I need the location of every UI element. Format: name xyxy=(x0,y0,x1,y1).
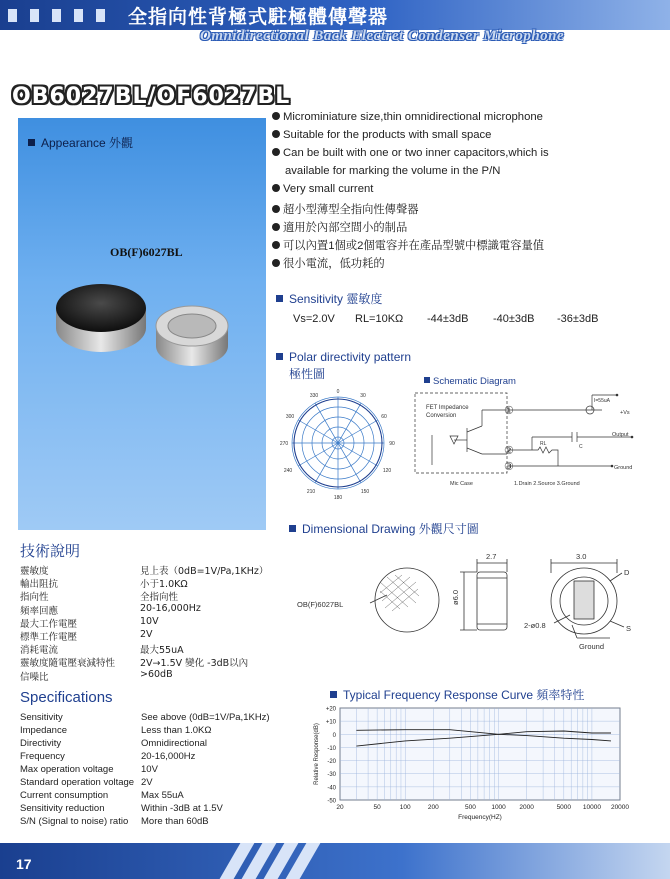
tech-spec-key: 頻率回應 xyxy=(20,605,59,617)
x-tick-label: 20000 xyxy=(610,804,630,811)
y-tick-label: -40 xyxy=(327,785,336,792)
feature-item: 可以內置1個或2個電容并在產品型號中標識電容量值 xyxy=(272,237,544,253)
feature-item: Can be built with one or two inner capacitors,which is xyxy=(272,147,549,159)
header-decor-block xyxy=(30,9,39,22)
tech-spec-value: 最大55uA xyxy=(140,645,184,657)
header-decor-block xyxy=(74,9,83,22)
mic-side-view xyxy=(477,572,507,630)
specification-key: S/N (Signal to noise) ratio xyxy=(20,816,129,827)
bullet-dot-icon xyxy=(272,241,280,249)
appearance-label xyxy=(28,134,133,151)
pin-number: ① xyxy=(504,405,514,417)
tech-spec-key: 消耗電流 xyxy=(20,645,59,657)
specifications-title: Specifications xyxy=(20,689,113,706)
polar-angle-label: 330 xyxy=(309,393,319,399)
sensitivity-vs: Vs=2.0V xyxy=(293,313,335,325)
tech-spec-value: 見上表（0dB=1V/Pa,1KHz） xyxy=(140,566,269,577)
dim-lead-label: 2-ø0.8 xyxy=(524,621,546,630)
polar-angle-label: 90 xyxy=(389,441,395,447)
x-tick-label: 2000 xyxy=(519,804,534,811)
frequency-chart-title: Typical Frequency Response Curve 頻率特性 xyxy=(330,686,584,703)
schematic-title: Schematic Diagram xyxy=(424,376,516,387)
bullet-square-icon xyxy=(424,377,430,383)
load-resistor xyxy=(532,447,558,466)
bullet-square-icon xyxy=(289,525,296,532)
chart-plot-area xyxy=(340,708,620,800)
specification-value: 2V xyxy=(141,777,153,788)
x-tick-label: 200 xyxy=(427,804,439,811)
page-number: 17 xyxy=(16,856,32,872)
feature-item: Microminiature size,thin omnidirectional microphone xyxy=(272,111,543,123)
bullet-dot-icon xyxy=(272,205,280,213)
polar-angle-label: 30 xyxy=(360,393,366,399)
feature-item: 很小電流，低功耗的 xyxy=(272,255,385,271)
specification-value: More than 60dB xyxy=(141,816,209,827)
dim-height-label: 2.7 xyxy=(486,552,497,561)
frequency-response-chart xyxy=(310,700,650,828)
tech-spec-key: 輸出阻抗 xyxy=(20,579,59,591)
model-number-title: OB6027BL/OF6027BL xyxy=(12,84,291,109)
capacitor-label: C xyxy=(579,444,583,450)
tech-spec-value: >60dB xyxy=(140,668,173,680)
output-label: Output xyxy=(612,432,629,438)
tech-spec-key: 信噪比 xyxy=(20,671,49,683)
x-tick-label: 1000 xyxy=(491,804,506,811)
x-tick-label: 50 xyxy=(373,804,381,811)
feature-item: 超小型薄型全指向性傳聲器 xyxy=(272,201,419,217)
specification-value: See above (0dB=1V/Pa,1KHz) xyxy=(141,712,270,723)
y-tick-label: -50 xyxy=(327,798,336,805)
specification-value: 20-16,000Hz xyxy=(141,751,196,762)
sensitivity-title: Sensitivity 靈敏度 xyxy=(276,290,382,307)
bullet-square-icon xyxy=(276,353,283,360)
dim-d-label: D xyxy=(624,568,630,577)
polar-angle-label: 240 xyxy=(283,468,293,474)
x-tick-label: 10000 xyxy=(582,804,601,811)
polar-title: Polar directivity pattern xyxy=(276,350,411,364)
y-tick-label: 0 xyxy=(332,732,336,739)
y-tick-label: -20 xyxy=(327,759,336,766)
bullet-square-icon xyxy=(330,691,337,698)
feature-item: Very small current xyxy=(272,183,373,195)
tech-spec-key: 指向性 xyxy=(20,592,49,604)
feature-item: 適用於內部空間小的制品 xyxy=(272,219,407,235)
tech-spec-key: 標準工作電壓 xyxy=(20,632,78,643)
microphone-top xyxy=(56,284,146,332)
specification-key: Directivity xyxy=(20,738,62,749)
header-decor-block xyxy=(96,9,105,22)
sensitivity-value: -44±3dB xyxy=(427,313,469,325)
y-tick-label: -30 xyxy=(327,772,336,779)
specification-value: Omnidirectional xyxy=(141,738,207,749)
rl-label: RL xyxy=(540,441,547,447)
tech-spec-key: 最大工作電壓 xyxy=(20,618,78,630)
page-title-chinese: 全指向性背極式駐極體傳聲器 xyxy=(128,6,389,28)
dim-model-label: OB(F)6027BL xyxy=(297,600,344,609)
pin-legend: 1.Drain 2.Source 3.Ground xyxy=(514,481,580,487)
polar-angle-label: 270 xyxy=(279,441,289,447)
pin-number: ③ xyxy=(504,461,514,473)
bullet-dot-icon xyxy=(272,184,280,192)
feature-item: Suitable for the products with small space xyxy=(272,129,491,141)
sensitivity-value: -36±3dB xyxy=(557,313,599,325)
specification-value: 10V xyxy=(141,764,158,775)
dimensional-drawing xyxy=(292,545,652,657)
appearance-label-text: Appearance 外觀 xyxy=(41,136,134,150)
schematic-diagram xyxy=(412,390,642,492)
mic-case-label: Mic Case xyxy=(450,481,473,487)
y-tick-label: +20 xyxy=(325,706,336,713)
bullet-dot-icon xyxy=(272,112,280,120)
microphone-back-inner xyxy=(168,314,216,338)
sensitivity-rl: RL=10KΩ xyxy=(355,313,404,325)
appearance-model-label: OB(F)6027BL xyxy=(110,245,183,259)
fet-label: Conversion xyxy=(426,413,457,419)
polar-angle-label: 150 xyxy=(360,489,370,495)
footer-bar xyxy=(0,843,670,879)
dim-s-label: S xyxy=(626,624,632,633)
specification-key: Max operation voltage xyxy=(20,764,114,775)
polar-angle-label: 120 xyxy=(382,468,392,474)
tech-spec-value: 2V xyxy=(140,629,153,640)
y-tick-label: -10 xyxy=(327,745,336,752)
bullet-dot-icon xyxy=(272,259,280,267)
polar-title-chinese: 極性圖 xyxy=(289,367,326,381)
specification-key: Frequency xyxy=(20,751,65,762)
current-label: I=55uA xyxy=(594,398,610,404)
bullet-dot-icon xyxy=(272,148,280,156)
x-tick-label: 500 xyxy=(465,804,476,811)
specification-value: Max 55uA xyxy=(141,790,184,801)
specification-value: Less than 1.0KΩ xyxy=(141,725,212,736)
dimensional-title: Dimensional Drawing 外觀尺寸圖 xyxy=(289,520,479,537)
tech-spec-title: 技術說明 xyxy=(20,542,81,560)
tech-spec-key: 靈敏度隨電壓衰減特性 xyxy=(20,658,116,670)
feature-item-continued: available for marking the volume in the P/N xyxy=(285,165,501,177)
tech-spec-value: 全指向性 xyxy=(140,592,179,604)
page-title-english: Omnidirectional Back Electret Condenser Microphone xyxy=(200,28,565,44)
specification-key: Sensitivity reduction xyxy=(20,803,105,814)
vs-label: +Vs xyxy=(620,410,630,416)
header-decor-block xyxy=(52,9,61,22)
dim-diameter-label: ø6.0 xyxy=(451,589,460,605)
bullet-dot-icon xyxy=(272,223,280,231)
polar-angle-label: 0 xyxy=(336,389,340,395)
dim-ground-label: Ground xyxy=(579,642,605,651)
x-tick-label: 5000 xyxy=(556,804,572,811)
specification-value: Within -3dB at 1.5V xyxy=(141,803,223,814)
bullet-dot-icon xyxy=(272,130,280,138)
tech-spec-value: 小于1.0KΩ xyxy=(140,579,188,591)
dim-width-label: 3.0 xyxy=(576,552,587,561)
polar-angle-label: 180 xyxy=(333,495,343,501)
tech-spec-key: 靈敏度 xyxy=(20,566,49,577)
tech-spec-value: 2V→1.5V 變化 -3dB以內 xyxy=(140,658,249,670)
pin-number: ② xyxy=(504,445,514,457)
polar-diagram xyxy=(278,388,408,503)
specification-key: Current consumption xyxy=(20,790,109,801)
microphone-photo xyxy=(18,268,266,388)
tech-spec-value: 10V xyxy=(140,615,159,627)
mic-front-view xyxy=(375,568,439,632)
appearance-panel xyxy=(18,118,266,530)
fet-label: FET Impedance xyxy=(426,405,469,411)
y-axis-label: Relative Response(dB) xyxy=(314,723,320,785)
header-decor-block xyxy=(8,9,17,22)
ground-label: Ground xyxy=(614,465,633,471)
specification-key: Standard operation voltage xyxy=(20,777,135,788)
bullet-square-icon xyxy=(28,139,35,146)
tech-spec-value: 20-16,000Hz xyxy=(140,602,201,614)
polar-angle-label: 300 xyxy=(285,414,295,420)
y-tick-label: +10 xyxy=(325,719,336,726)
polar-angle-label: 210 xyxy=(306,489,316,495)
bullet-square-icon xyxy=(276,295,283,302)
x-axis-label: Frequency(HZ) xyxy=(458,814,502,821)
specification-key: Impedance xyxy=(20,725,68,736)
x-tick-label: 20 xyxy=(336,804,344,811)
polar-angle-label: 60 xyxy=(381,414,387,420)
specification-key: Sensitivity xyxy=(20,712,63,723)
sensitivity-value: -40±3dB xyxy=(493,313,535,325)
x-tick-label: 100 xyxy=(399,804,411,811)
